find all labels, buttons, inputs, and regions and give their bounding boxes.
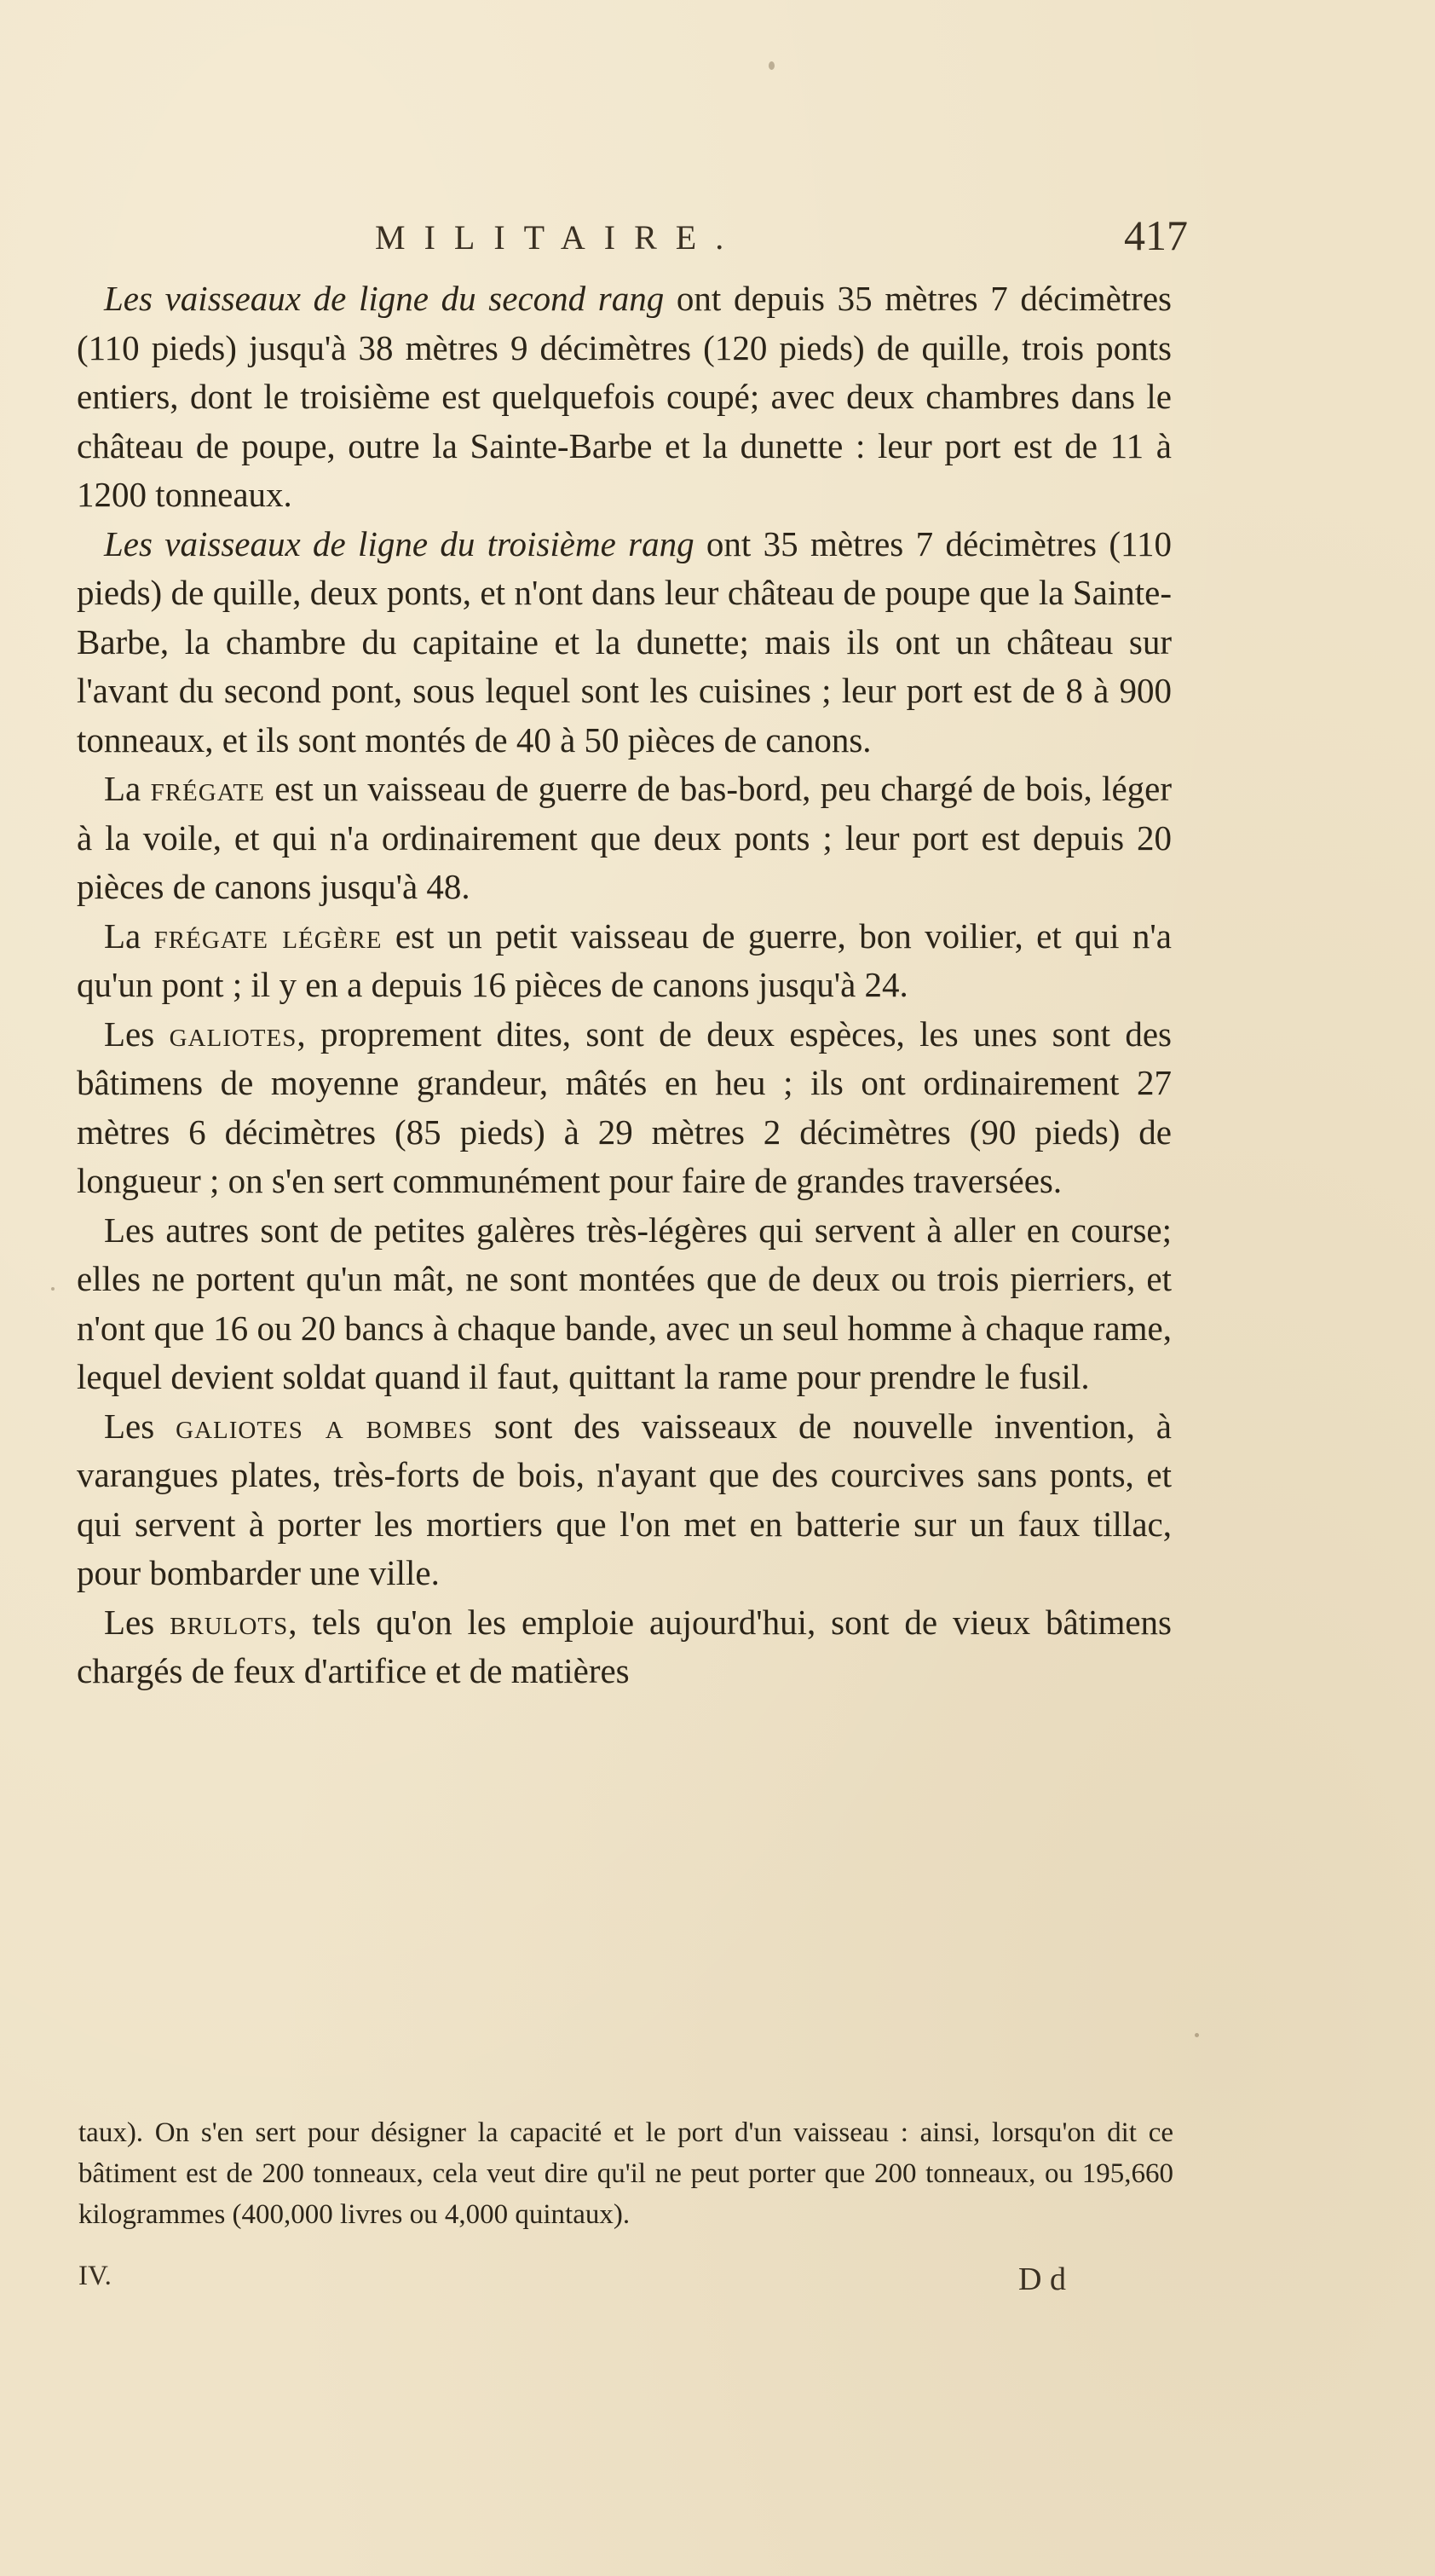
small-caps-term: frégate légère <box>153 915 383 956</box>
small-caps-term: frégate <box>150 769 265 808</box>
paragraph-pre: Les <box>104 1602 170 1642</box>
page-header <box>77 211 1188 269</box>
paragraph-galiotes-a-bombes <box>77 1402 1172 1598</box>
footnote: taux). On s'en sert pour désigner la capacité et le port d'un vaisseau : ainsi, lorsqu'on dit ce bâtiment est de 200 tonneaux, cela veut dire qu'il ne peut porter que 200 tonneaux, ou 195,660 kilogrammes (400,000 livres ou 4,000 quintaux). <box>78 2117 1173 2230</box>
paragraph-second-rate-ships <box>77 274 1172 520</box>
italic-lead: Les vaisseaux de ligne du second rang <box>104 279 665 318</box>
paragraph-text: , proprement dites, sont de deux espèces, les unes sont des bâtimens de moyenne grandeur, mâtés en heu ; ils ont ordinairement 27 mètres 6 décimètres (85 pieds) à 29 mètres 2 décimètres (90 pieds) de longueur ; on s'en sert communément pour faire de grandes traversées. <box>77 1014 1173 1200</box>
paragraph-pre: La <box>104 915 154 956</box>
paragraph-third-rate-ships <box>77 520 1172 765</box>
paragraph-pre: La <box>104 769 151 808</box>
small-caps-term: galiotes <box>169 1014 297 1054</box>
small-caps-term: galiotes a bombes <box>176 1406 473 1446</box>
paper-speck <box>51 1287 55 1291</box>
paragraph-text: est un vaisseau de guerre de bas-bord, peu chargé de bois, léger à la voile, et qui n'a ordinairement que deux ponts ; leur port est depuis 20 pièces de canons jusqu'à 48. <box>77 769 1172 906</box>
paragraph-fregate-legere <box>77 912 1172 1010</box>
small-caps-term: brulots <box>170 1602 289 1642</box>
catchword: D d <box>1018 2261 1066 2297</box>
italic-lead: Les vaisseaux de ligne du troisième rang <box>104 523 694 563</box>
paragraph-galiotes <box>77 1010 1172 1206</box>
paragraph-text: est un petit vaisseau de guerre, bon voilier, et qui n'a qu'un pont ; il y en a depuis 16 pièces de canons jusqu'à 24. <box>77 915 1172 1004</box>
running-title: MILITAIRE. <box>375 218 743 257</box>
main-text <box>77 274 1172 1696</box>
paragraph-text: ont 35 mètres 7 décimètres (110 pieds) de quille, deux ponts, et n'ont dans leur château de poupe que la Sainte-Barbe, la chambre du capitaine et la dunette; mais ils ont un château sur l'avant du second pont, sous lequel sont les cuisines ; leur port est de 8 à 900 tonneaux, et ils sont montés de 40 à 50 pièces de canons. <box>77 523 1172 760</box>
paper-speck <box>1195 2033 1199 2037</box>
paragraph-text: , tels qu'on les emploie aujourd'hui, sont de vieux bâtimens chargés de feux d'artifice et de matières <box>77 1602 1172 1690</box>
paper-speck <box>769 61 775 70</box>
paragraph-text: sont des vaisseaux de nouvelle invention, à varangues plates, très-forts de bois, n'ayant que des courcives sans ponts, et qui servent à porter les mortiers que l'on met en batterie sur un faux tillac, pour bombarder une ville. <box>77 1406 1172 1592</box>
paragraph-pre: Les <box>104 1014 170 1054</box>
paragraph-text: Les autres sont de petites galères très-légères qui servent à aller en course; elles ne portent qu'un mât, ne sont montées que de deux ou trois pierriers, et n'ont que 16 ou 20 bancs à chaque bande, avec un seul homme à chaque rame, lequel devient soldat quand il faut, quittant la rame pour prendre le fusil. <box>77 1210 1172 1396</box>
paragraph-brulots <box>77 1598 1172 1696</box>
paragraph-petites-galeres <box>77 1206 1172 1402</box>
page-number: 417 <box>1124 211 1188 259</box>
paragraph-fregate <box>77 765 1172 912</box>
paragraph-text: ont depuis 35 mètres 7 décimètres (110 pieds) jusqu'à 38 mètres 9 décimètres (120 pieds) de quille, trois ponts entiers, dont le troisième est quelquefois coupé; avec deux chambres dans le château de poupe, outre la Sainte-Barbe et la dunette : leur port est de 11 à 1200 tonneaux. <box>77 279 1172 514</box>
signature-mark: IV. <box>78 2261 112 2291</box>
paragraph-pre: Les <box>104 1406 176 1446</box>
